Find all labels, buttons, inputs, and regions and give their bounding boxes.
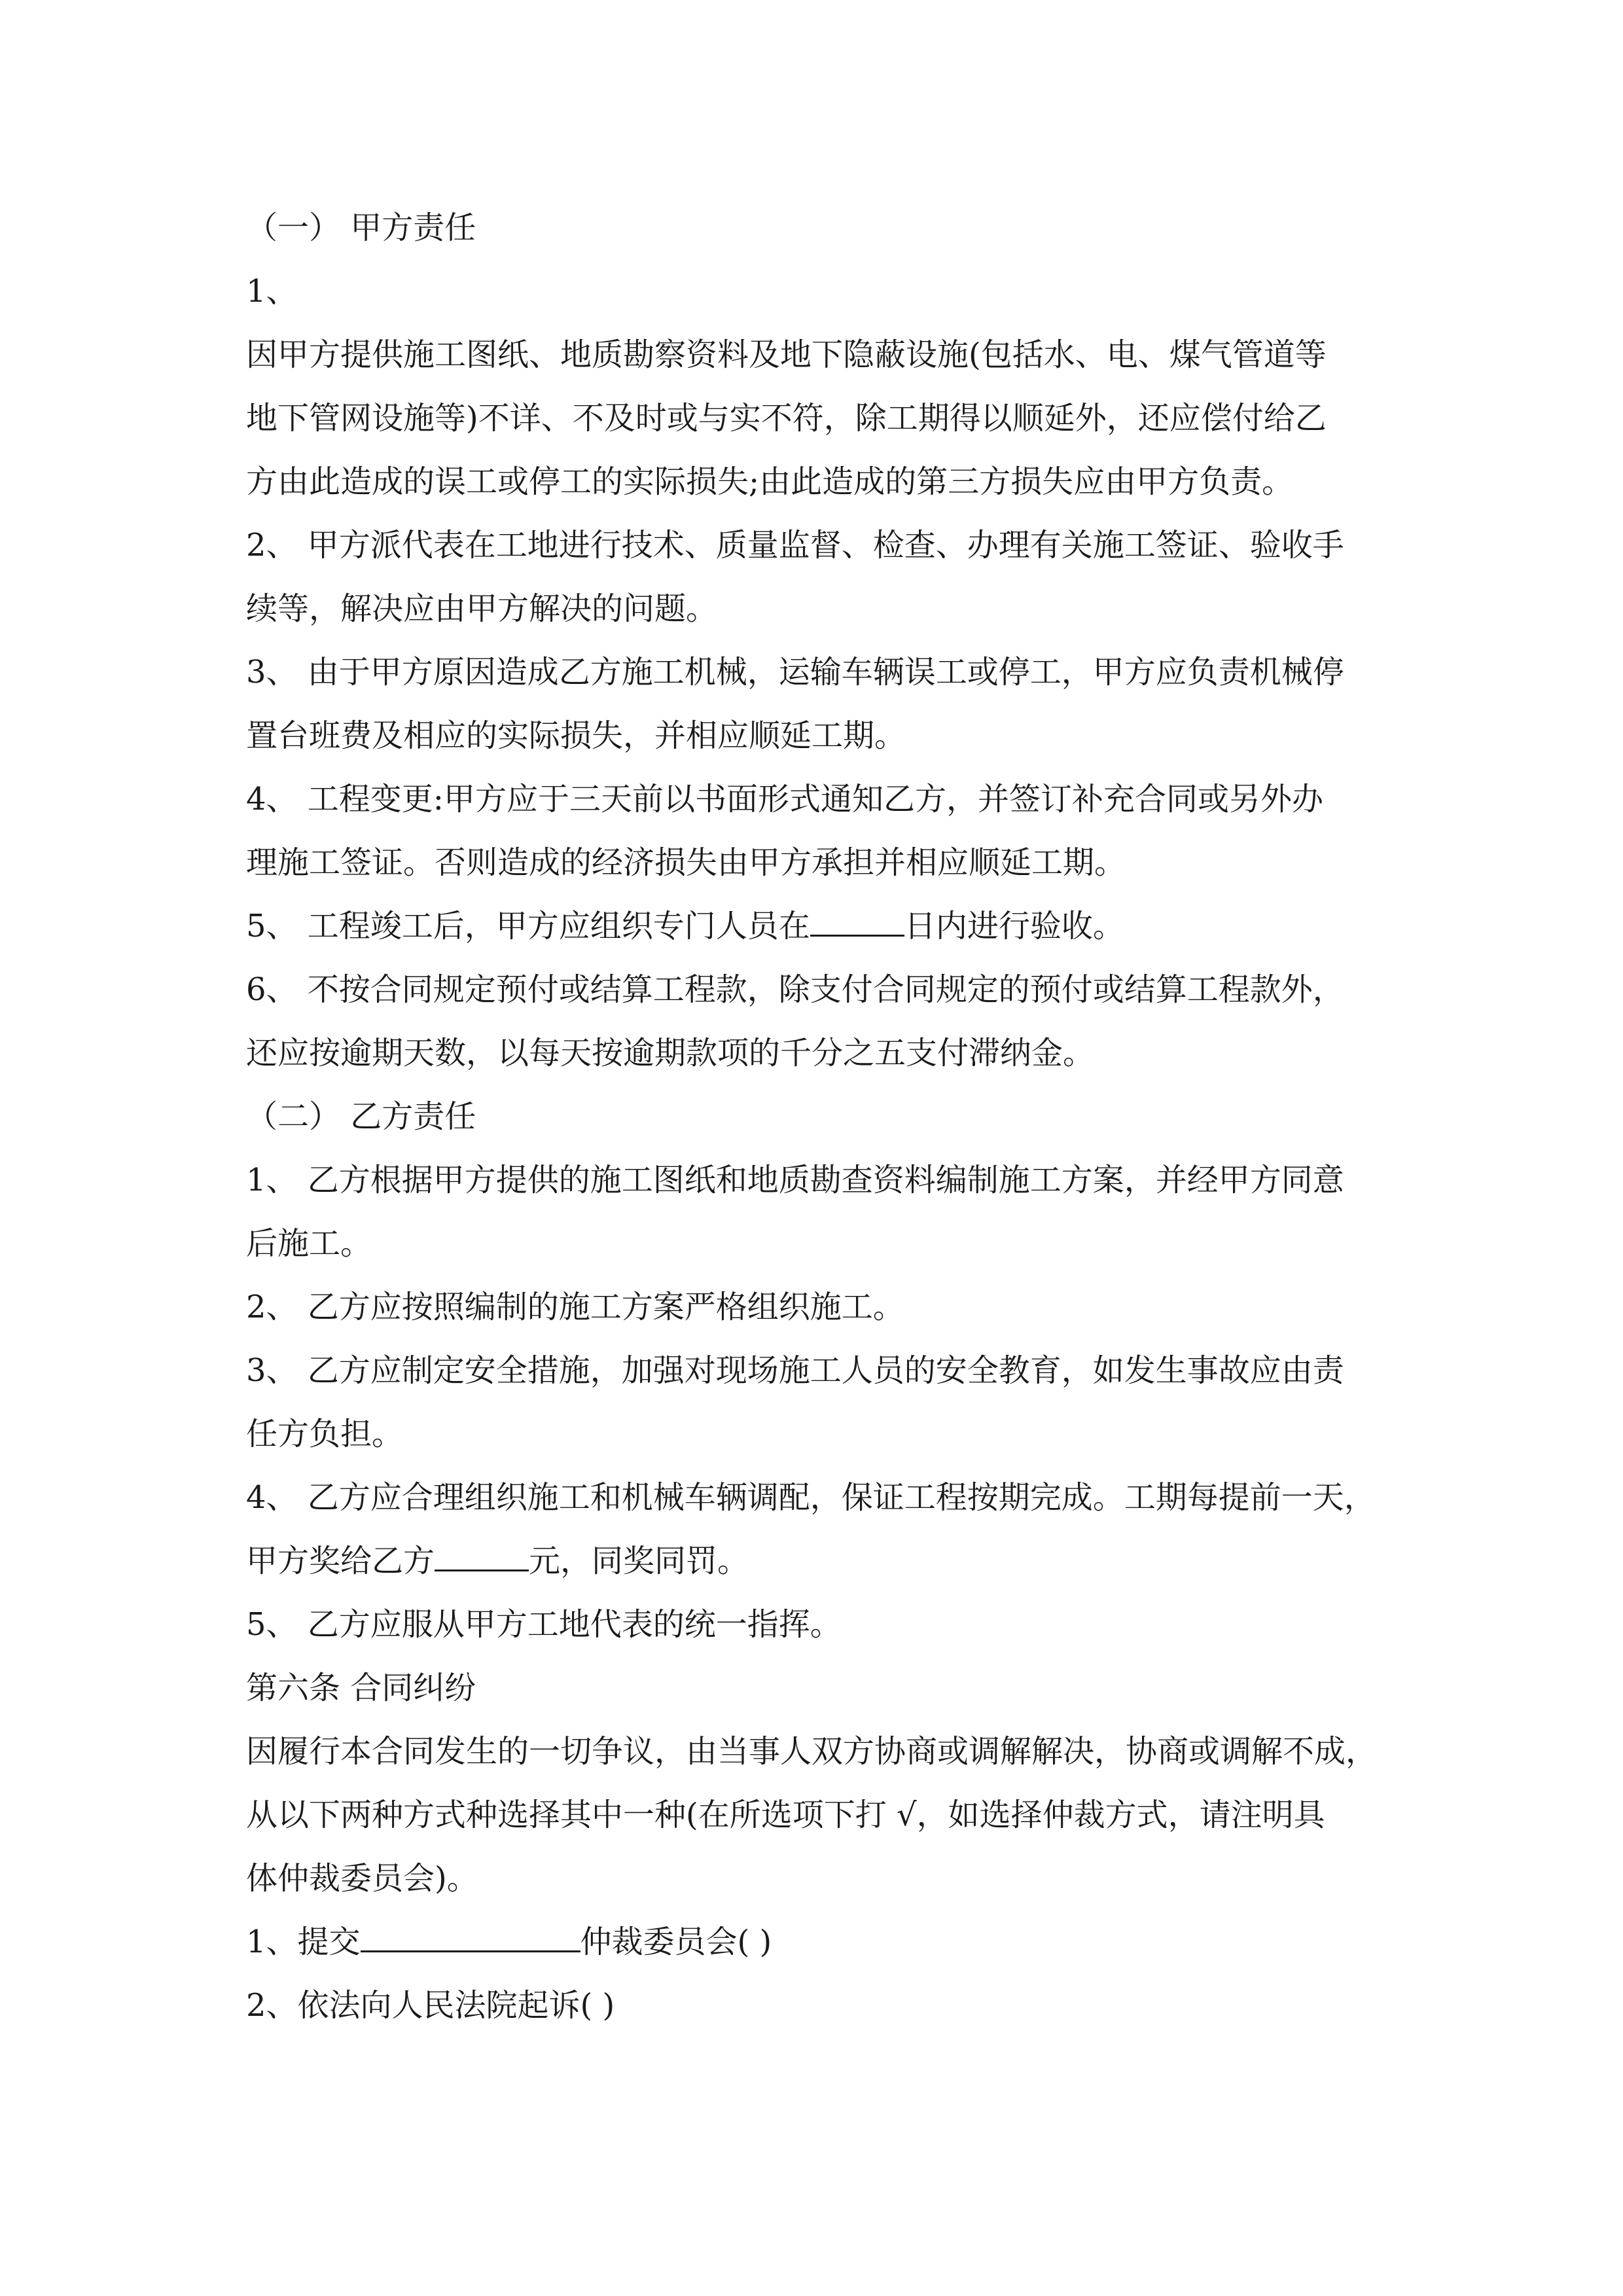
fill-in-blank (361, 1924, 580, 1952)
document-line (246, 1593, 1385, 1657)
line-text: 因甲方提供施工图纸、地质勘察资料及地下隐蔽设施(包括水、电、煤气管道等 (246, 336, 1327, 373)
document-line (246, 1910, 1385, 1974)
line-text: 地下管网设施等)不详、不及时或与实不符，除工期得以顺延外，还应偿付给乙 (246, 400, 1327, 437)
document-line (246, 387, 1385, 450)
document-line (246, 1530, 1385, 1593)
line-text: 第六条 合同纠纷 (246, 1670, 476, 1706)
document-line (246, 704, 1385, 768)
document-line (246, 1339, 1385, 1403)
document-line (246, 323, 1385, 387)
document-line (246, 1466, 1385, 1530)
line-text: 1、 乙方根据甲方提供的施工图纸和地质勘查资料编制施工方案，并经甲方同意 (246, 1162, 1344, 1198)
document-line (246, 958, 1385, 1022)
document-line (246, 577, 1385, 641)
document-line (246, 260, 1385, 323)
document-line (246, 1276, 1385, 1339)
line-text: 2、 乙方应按照编制的施工方案严格组织施工。 (246, 1289, 904, 1325)
line-text: 4、 乙方应合理组织施工和机械车辆调配，保证工程按期完成。工期每提前一天， (246, 1479, 1376, 1516)
line-text: 从以下两种方式种选择其中一种(在所选项下打 √，如选择仲裁方式，请注明具 (246, 1797, 1325, 1833)
line-text: 1、 (246, 273, 298, 310)
line-text: 续等，解决应由甲方解决的问题。 (246, 590, 718, 627)
line-text: 4、 工程变更:甲方应于三天前以书面形式通知乙方，并签订补充合同或另外办 (246, 781, 1323, 817)
document-body (246, 196, 1385, 2037)
line-text: 置台班费及相应的实际损失，并相应顺延工期。 (246, 717, 906, 754)
document-line (246, 450, 1385, 514)
line-text: 后施工。 (246, 1225, 372, 1262)
document-line (246, 895, 1385, 958)
document-line (246, 196, 1385, 260)
document-line (246, 1784, 1385, 1847)
document-line (246, 831, 1385, 895)
line-text: 还应按逾期天数，以每天按逾期款项的千分之五支付滞纳金。 (246, 1035, 1095, 1071)
line-text: 体仲裁委员会)。 (246, 1860, 478, 1897)
document-line (246, 1974, 1385, 2037)
line-text-before-blank: 5、 工程竣工后，甲方应组织专门人员在 (246, 908, 810, 944)
document-line (246, 1720, 1385, 1784)
fill-in-blank (435, 1543, 529, 1571)
line-text: 3、 由于甲方原因造成乙方施工机械，运输车辆误工或停工，甲方应负责机械停 (246, 654, 1344, 691)
document-line (246, 1403, 1385, 1466)
line-text: 任方负担。 (246, 1416, 404, 1452)
document-line (246, 768, 1385, 831)
line-text-before-blank: 甲方奖给乙方 (246, 1543, 435, 1579)
line-text-after-blank: 仲裁委员会( ) (580, 1924, 772, 1960)
line-text: 2、依法向人民法院起诉( ) (246, 1987, 615, 2024)
document-line (246, 1149, 1385, 1212)
line-text-after-blank: 元，同奖同罚。 (529, 1543, 749, 1579)
document-line (246, 1657, 1385, 1720)
line-text: （二） 乙方责任 (246, 1098, 476, 1135)
line-text-after-blank: 日内进行验收。 (904, 908, 1124, 944)
document-line (246, 641, 1385, 704)
line-text: 理施工签证。否则造成的经济损失由甲方承担并相应顺延工期。 (246, 844, 1126, 881)
document-line (246, 1212, 1385, 1276)
line-text: 5、 乙方应服从甲方工地代表的统一指挥。 (246, 1606, 842, 1643)
document-line (246, 1847, 1385, 1910)
line-text: （一） 甲方责任 (246, 209, 476, 246)
line-text-before-blank: 1、提交 (246, 1924, 361, 1960)
fill-in-blank (810, 908, 904, 937)
line-text: 3、 乙方应制定安全措施，加强对现场施工人员的安全教育，如发生事故应由责 (246, 1352, 1344, 1389)
line-text: 因履行本合同发生的一切争议，由当事人双方协商或调解解决，协商或调解不成， (246, 1733, 1378, 1770)
document-line (246, 514, 1385, 577)
document-line (246, 1022, 1385, 1085)
line-text: 2、 甲方派代表在工地进行技术、质量监督、检查、办理有关施工签证、验收手 (246, 527, 1344, 564)
document-line (246, 1085, 1385, 1149)
line-text: 6、 不按合同规定预付或结算工程款，除支付合同规定的预付或结算工程款外， (246, 971, 1344, 1008)
line-text: 方由此造成的误工或停工的实际损失;由此造成的第三方损失应由甲方负责。 (246, 463, 1294, 500)
